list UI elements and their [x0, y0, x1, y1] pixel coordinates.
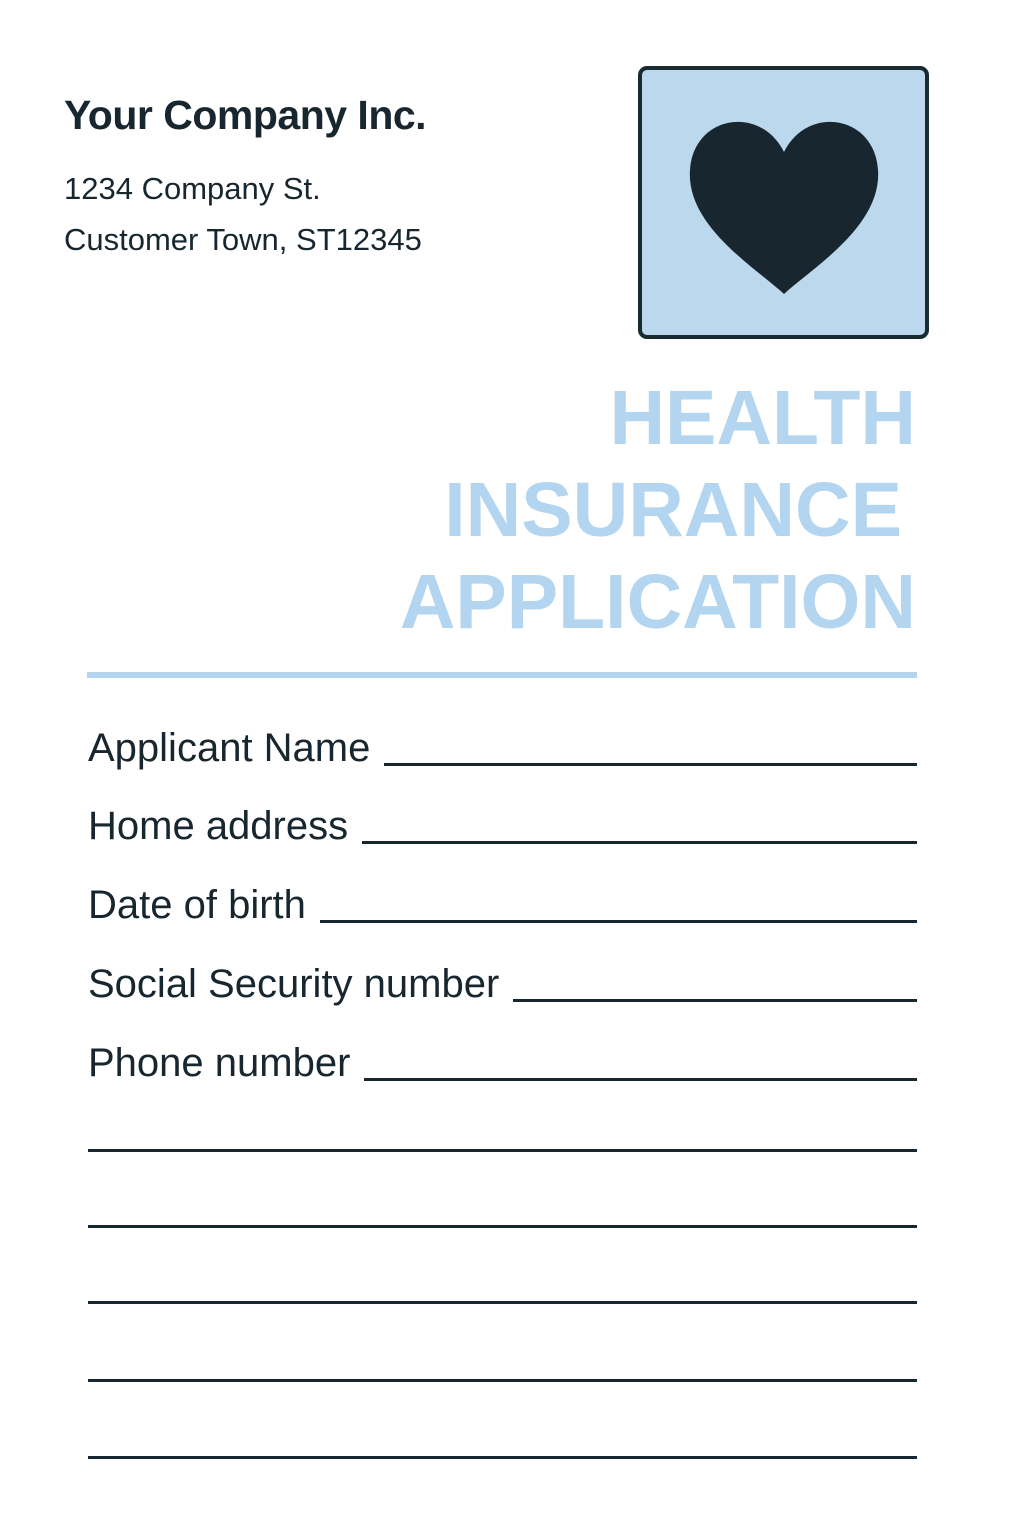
- company-address-line-2: Customer Town, ST12345: [64, 222, 422, 257]
- heart-icon: [686, 118, 882, 296]
- phone-number-input-line[interactable]: [364, 1078, 917, 1081]
- date-of-birth-field: [88, 885, 917, 925]
- document-title-line-1: HEALTH: [609, 375, 916, 461]
- company-logo: [638, 66, 929, 339]
- ssn-input-line[interactable]: [513, 999, 917, 1002]
- home-address-field: [88, 806, 917, 846]
- company-name: Your Company Inc.: [64, 92, 427, 138]
- title-divider: [87, 672, 917, 678]
- date-of-birth-label: Date of birth: [88, 883, 306, 927]
- phone-number-field: [88, 1043, 917, 1083]
- ssn-label: Social Security number: [88, 962, 500, 1006]
- blank-write-line[interactable]: [88, 1456, 917, 1459]
- date-of-birth-input-line[interactable]: [320, 920, 917, 923]
- ssn-field: [88, 964, 917, 1004]
- applicant-name-field: [88, 728, 917, 768]
- company-address-line-1: 1234 Company St.: [64, 171, 321, 206]
- applicant-name-input-line[interactable]: [384, 763, 917, 766]
- blank-write-line[interactable]: [88, 1225, 917, 1228]
- home-address-label: Home address: [88, 804, 349, 848]
- phone-number-label: Phone number: [88, 1041, 351, 1085]
- blank-write-line[interactable]: [88, 1301, 917, 1304]
- blank-write-line[interactable]: [88, 1379, 917, 1382]
- applicant-name-label: Applicant Name: [88, 726, 371, 770]
- document-title-line-2: INSURANCE: [444, 467, 902, 553]
- document-title-line-3: APPLICATION: [399, 559, 916, 645]
- home-address-input-line[interactable]: [362, 841, 917, 844]
- blank-write-line[interactable]: [88, 1149, 917, 1152]
